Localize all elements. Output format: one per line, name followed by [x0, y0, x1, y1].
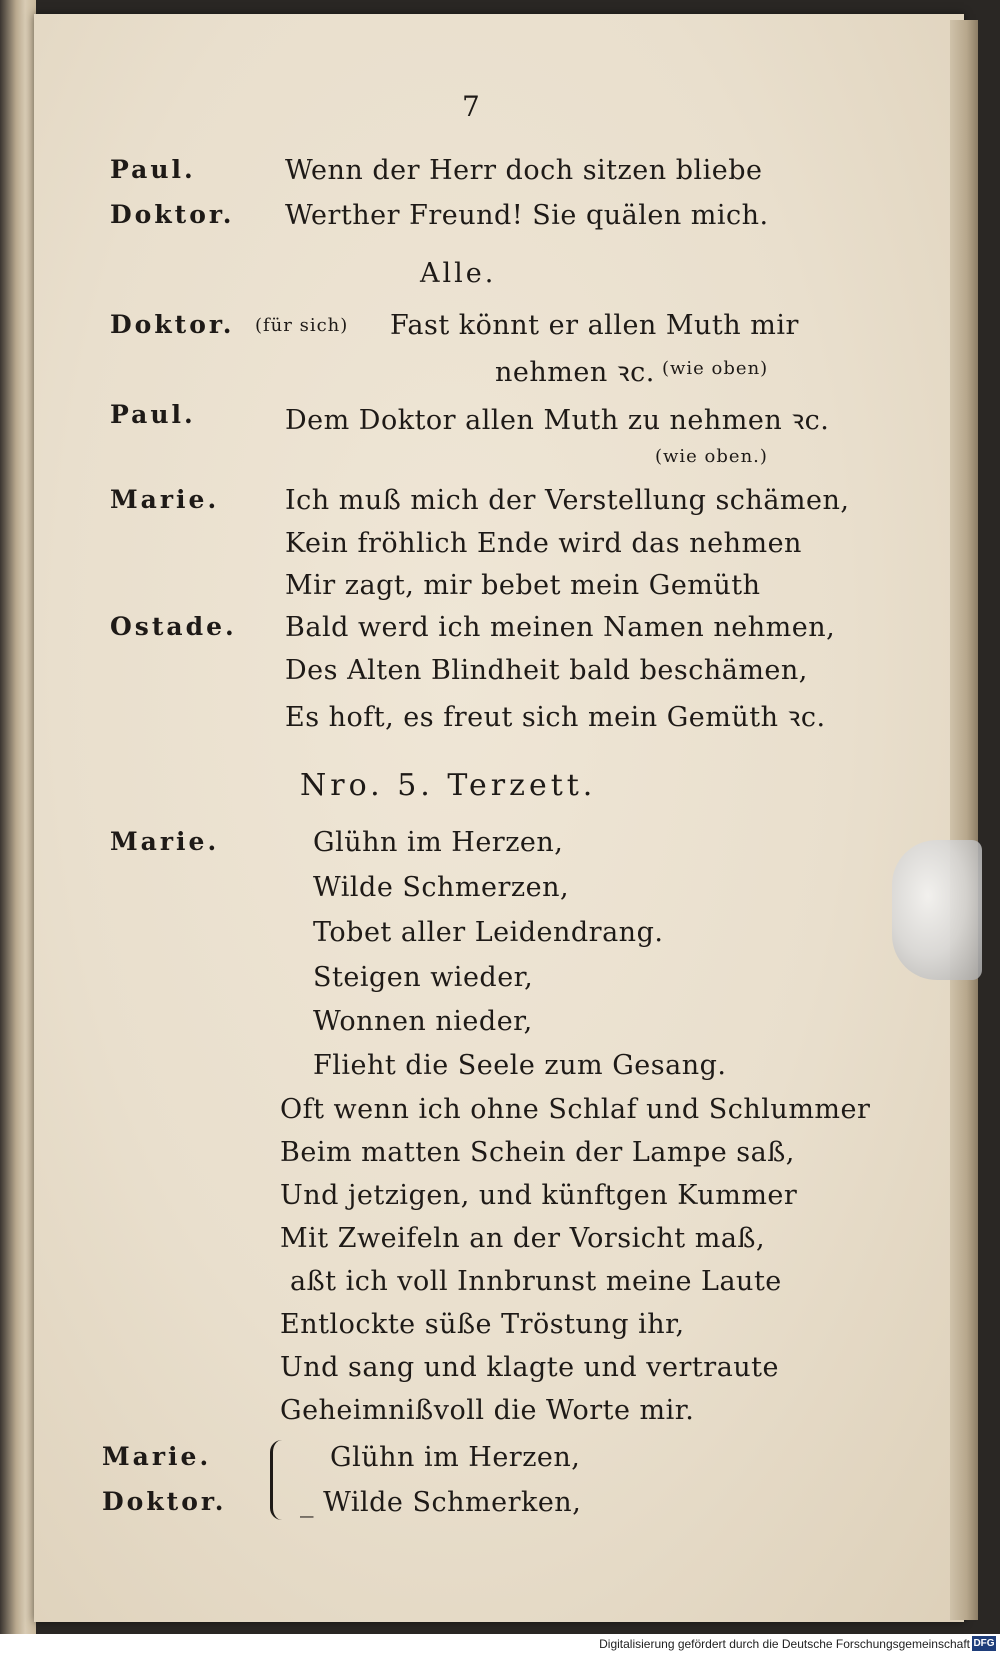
speaker-brace: [270, 1440, 295, 1520]
speaker-label: Paul.: [110, 400, 196, 429]
footer-credit: Digitalisierung gefördert durch die Deutsche Forschungsgemeinschaft: [599, 1637, 970, 1651]
verse-line: Geheimnißvoll die Worte mir.: [280, 1395, 695, 1426]
page-clip: [892, 840, 982, 980]
speaker-label: Marie.: [102, 1442, 212, 1471]
speaker-label: Doktor.: [102, 1487, 227, 1516]
verse-line: Wilde Schmerzen,: [313, 872, 570, 903]
verse-line: Flieht die Seele zum Gesang.: [313, 1050, 727, 1081]
speaker-label: Doktor.: [110, 200, 235, 229]
section-heading-alle: Alle.: [420, 258, 497, 289]
speaker-label: Paul.: [110, 155, 196, 184]
verse-line: Mit Zweifeln an der Vorsicht maß,: [280, 1223, 766, 1254]
speaker-label: Marie.: [110, 485, 220, 514]
stage-direction: (wie oben): [662, 358, 769, 379]
verse-line: Steigen wieder,: [313, 962, 534, 993]
verse-line: Ich muß mich der Verstellung schämen,: [285, 485, 850, 516]
verse-line: Werther Freund! Sie quälen mich.: [285, 200, 769, 231]
stage-direction: (wie oben.): [655, 446, 768, 467]
verse-line: Und sang und klagte und vertraute: [280, 1352, 780, 1383]
verse-line: Oft wenn ich ohne Schlaf und Schlummer: [280, 1094, 871, 1125]
verse-line: Dem Doktor allen Muth zu nehmen ꝛc.: [285, 405, 830, 436]
dfg-logo: DFG: [973, 1638, 995, 1649]
verse-line: nehmen ꝛc.: [495, 357, 655, 388]
book-right-edge: [950, 20, 978, 1620]
verse-line: Bald werd ich meinen Namen nehmen,: [285, 612, 836, 643]
verse-line: Fast könnt er allen Muth mir: [390, 310, 799, 341]
verse-line: Entlockte süße Tröstung ihr,: [280, 1309, 685, 1340]
verse-line: Glühn im Herzen,: [330, 1442, 581, 1473]
verse-line: Wonnen nieder,: [313, 1006, 533, 1037]
verse-line: Glühn im Herzen,: [313, 827, 564, 858]
verse-line: Kein fröhlich Ende wird das nehmen: [285, 528, 802, 559]
page-number: 7: [462, 90, 480, 123]
stage-direction: (für sich): [255, 315, 349, 336]
speaker-label: Marie.: [110, 827, 220, 856]
verse-line: Tobet aller Leidendrang.: [313, 917, 664, 948]
verse-line: Mir zagt, mir bebet mein Gemüth: [285, 570, 761, 601]
verse-line: Des Alten Blindheit bald beschämen,: [285, 655, 808, 686]
verse-line: aßt ich voll Innbrunst meine Laute: [290, 1266, 782, 1297]
verse-line: Beim matten Schein der Lampe saß,: [280, 1137, 795, 1168]
verse-line: Und jetzigen, und künftgen Kummer: [280, 1180, 798, 1211]
verse-line: Es hoft, es freut sich mein Gemüth ꝛc.: [285, 702, 826, 733]
book-left-edge: [0, 0, 36, 1657]
section-heading-terzett: Nro. 5. Terzett.: [300, 768, 597, 803]
speaker-label: Doktor.: [110, 310, 235, 339]
verse-line: Wenn der Herr doch sitzen bliebe: [285, 155, 763, 186]
speaker-label: Ostade.: [110, 612, 237, 641]
verse-line: _ Wilde Schmerken,: [300, 1487, 582, 1518]
